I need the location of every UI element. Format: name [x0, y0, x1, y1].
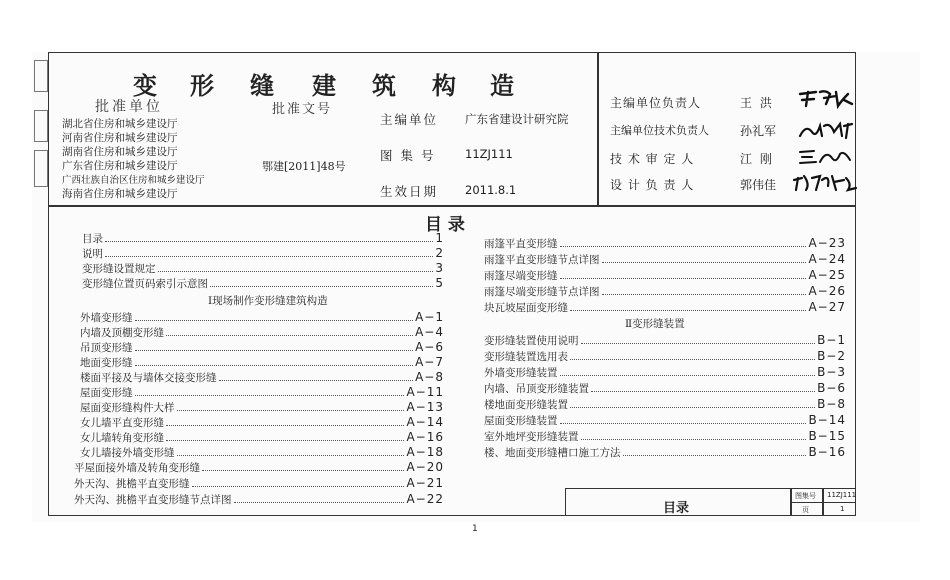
toc-entry-label: 女儿墙平直变形缝 [80, 417, 164, 429]
title-block-divider [790, 502, 856, 503]
toc-entry-page: A−20 [406, 460, 444, 474]
signature-image [796, 86, 856, 112]
toc-entry-page: A−6 [415, 340, 444, 354]
header-separator [597, 52, 599, 205]
leader-dots [560, 278, 807, 279]
atlas-number-value: 11ZJ111 [465, 147, 513, 161]
toc-entry[interactable] [74, 492, 444, 507]
title-block-page-value: 1 [840, 505, 845, 513]
toc-entry-page: A−7 [415, 355, 444, 369]
toc-entry-page: A−21 [406, 476, 444, 490]
toc-entry-label: 屋面变形缝 [80, 387, 133, 399]
toc-entry-label: 女儿墙接外墙变形缝 [80, 447, 175, 459]
toc-entry[interactable] [80, 385, 444, 400]
toc-entry[interactable] [80, 415, 444, 430]
header-divider [48, 205, 856, 207]
section-title: Ⅰ现场制作变形缝建筑构造 [208, 295, 328, 307]
section-title: Ⅱ变形缝装置 [625, 318, 685, 330]
approve-unit-label: 批准单位 [95, 99, 163, 115]
toc-entry[interactable] [74, 460, 444, 475]
toc-entry-label: 雨篷平直变形缝 [484, 238, 558, 250]
leader-dots [177, 410, 405, 411]
responsible-name: 孙礼军 [740, 124, 777, 138]
responsible-name: 郭伟佳 [740, 178, 777, 192]
responsible-name: 江 刚 [740, 152, 774, 166]
toc-entry[interactable] [82, 276, 444, 291]
toc-entry-page: B−6 [817, 381, 846, 395]
title-block-page-label: 页 [802, 506, 809, 514]
approve-unit: 海南省住房和城乡建设厅 [62, 188, 178, 200]
leader-dots [210, 286, 433, 287]
title-char: 构 [432, 72, 456, 100]
leader-dots [166, 425, 404, 426]
toc-entry-page: B−2 [817, 349, 846, 363]
toc-entry[interactable] [484, 429, 846, 444]
toc-entry-label: 平屋面接外墙及转角变形缝 [74, 462, 200, 474]
chief-editor-label: 主编单位 [380, 112, 439, 127]
leader-dots [560, 423, 807, 424]
toc-entry-label: 外墙变形缝装置 [484, 367, 558, 379]
toc-entry[interactable] [80, 325, 444, 340]
toc-heading: 目 录 [425, 215, 465, 235]
sheet-page-number: 1 [472, 524, 478, 534]
toc-entry-page: 2 [435, 246, 444, 260]
toc-entry[interactable] [484, 445, 846, 460]
toc-entry-label: 雨篷平直变形缝节点详图 [484, 254, 600, 266]
approve-unit: 河南省住房和城乡建设厅 [62, 132, 178, 144]
toc-entry-label: 雨篷尽端变形缝 [484, 270, 558, 282]
toc-entry[interactable] [80, 355, 444, 370]
leader-dots [166, 335, 413, 336]
title-char: 造 [490, 72, 514, 100]
toc-entry[interactable] [82, 246, 444, 261]
leader-dots [158, 271, 434, 272]
leader-dots [570, 359, 815, 360]
toc-entry-label: 外天沟、挑檐平直变形缝节点详图 [74, 494, 232, 506]
leader-dots [177, 455, 405, 456]
toc-entry[interactable] [80, 430, 444, 445]
leader-dots [623, 455, 807, 456]
leader-dots [570, 407, 815, 408]
title-char: 建 [312, 72, 336, 100]
leader-dots [105, 241, 433, 242]
chief-editor-value: 广东省建设计研究院 [465, 112, 569, 126]
title-block-title: 目录 [663, 501, 690, 516]
leader-dots [560, 246, 807, 247]
title-char: 筑 [372, 72, 396, 100]
atlas-number-label: 图 集 号 [380, 148, 436, 163]
toc-entry-page: A−16 [406, 430, 444, 444]
toc-entry-page: A−24 [808, 252, 846, 266]
toc-entry-page: A−14 [406, 415, 444, 429]
approve-unit: 湖南省住房和城乡建设厅 [62, 146, 178, 158]
toc-entry-page: A−18 [406, 445, 444, 459]
toc-entry[interactable] [484, 349, 846, 364]
toc-entry-page: B−1 [817, 333, 846, 347]
signature-image [796, 146, 856, 168]
effective-date-label: 生效日期 [380, 184, 439, 199]
responsible-name: 王 洪 [740, 96, 774, 110]
leader-dots [192, 486, 405, 487]
toc-entry[interactable] [484, 284, 846, 299]
responsible-role: 设 计 负 责 人 [610, 178, 695, 192]
title-block-atlas-label: 图集号 [795, 492, 816, 500]
toc-entry[interactable] [484, 413, 846, 428]
toc-entry[interactable] [82, 231, 444, 246]
toc-entry-page: A−26 [808, 284, 846, 298]
toc-entry-label: 屋面变形缝装置 [484, 415, 558, 427]
effective-date-value: 2011.8.1 [465, 183, 517, 197]
signature-image [796, 118, 856, 142]
toc-entry-page: B−16 [808, 445, 846, 459]
toc-entry-label: 室外地坪变形缝装置 [484, 431, 579, 443]
binding-mark [34, 60, 48, 92]
toc-entry[interactable] [484, 300, 846, 315]
approve-doc-label: 批准文号 [272, 102, 333, 117]
binding-mark [34, 150, 48, 187]
toc-entry[interactable] [74, 476, 444, 491]
toc-entry-label: 内墙及顶棚变形缝 [80, 327, 164, 339]
toc-entry-label: 地面变形缝 [80, 357, 133, 369]
toc-entry[interactable] [80, 400, 444, 415]
title-block-atlas-value: 11ZJ111 [827, 491, 857, 499]
toc-entry-label: 吊顶变形缝 [80, 342, 133, 354]
responsible-role: 主编单位技术负责人 [610, 124, 709, 137]
toc-entry-page: B−8 [817, 397, 846, 411]
toc-entry-label: 楼、地面变形缝槽口施工方法 [484, 447, 621, 459]
leader-dots [135, 320, 414, 321]
toc-entry-label: 雨篷尽端变形缝节点详图 [484, 286, 600, 298]
leader-dots [602, 262, 807, 263]
toc-entry-page: A−8 [415, 370, 444, 384]
toc-entry[interactable] [82, 261, 444, 276]
leader-dots [105, 256, 433, 257]
toc-entry[interactable] [80, 445, 444, 460]
toc-entry[interactable] [484, 236, 846, 251]
toc-entry-label: 变形缝装置使用说明 [484, 335, 579, 347]
responsible-role: 技 术 审 定 人 [610, 152, 695, 166]
toc-entry-label: 外天沟、挑檐平直变形缝 [74, 478, 190, 490]
approve-unit: 广西壮族自治区住房和城乡建设厅 [62, 175, 205, 186]
leader-dots [135, 395, 405, 396]
toc-entry[interactable] [484, 397, 846, 412]
toc-entry-page: 1 [435, 231, 444, 245]
toc-entry-page: 3 [435, 261, 444, 275]
leader-dots [166, 440, 404, 441]
toc-entry-page: 5 [435, 276, 444, 290]
toc-entry-page: B−3 [817, 365, 846, 379]
toc-entry-label: 块瓦坡屋面变形缝 [484, 302, 568, 314]
leader-dots [581, 343, 816, 344]
approve-unit: 广东省住房和城乡建设厅 [62, 160, 178, 172]
title-char: 形 [190, 72, 214, 100]
toc-entry[interactable] [484, 333, 846, 348]
toc-entry-label: 内墙、吊顶变形缝装置 [484, 383, 589, 395]
toc-entry-label: 屋面变形缝构件大样 [80, 402, 175, 414]
toc-entry-label: 说明 [82, 248, 103, 260]
toc-entry-label: 变形缝装置选用表 [484, 351, 568, 363]
toc-entry[interactable] [484, 268, 846, 283]
toc-entry-page: A−25 [808, 268, 846, 282]
responsible-role: 主编单位负责人 [610, 96, 702, 110]
leader-dots [234, 502, 405, 503]
leader-dots [219, 380, 414, 381]
toc-entry[interactable] [484, 365, 846, 380]
toc-entry-page: A−4 [415, 325, 444, 339]
signature-image [790, 170, 860, 194]
title-char: 变 [133, 72, 157, 100]
toc-entry-page: A−27 [808, 300, 846, 314]
toc-entry-label: 女儿墙转角变形缝 [80, 432, 164, 444]
title-char: 缝 [250, 72, 274, 100]
leader-dots [135, 350, 414, 351]
leader-dots [560, 375, 816, 376]
toc-entry[interactable] [80, 340, 444, 355]
leader-dots [602, 294, 807, 295]
binding-mark [34, 110, 48, 142]
toc-entry-page: B−15 [808, 429, 846, 443]
approve-unit: 湖北省住房和城乡建设厅 [62, 118, 178, 130]
leader-dots [202, 470, 404, 471]
toc-entry-page: A−1 [415, 310, 444, 324]
toc-entry-label: 外墙变形缝 [80, 312, 133, 324]
leader-dots [135, 365, 414, 366]
toc-entry-label: 楼面平接及与墙体交接变形缝 [80, 372, 217, 384]
toc-entry[interactable] [80, 370, 444, 385]
toc-entry[interactable] [80, 310, 444, 325]
leader-dots [581, 439, 807, 440]
toc-entry-label: 目录 [82, 233, 103, 245]
toc-entry-label: 变形缝设置规定 [82, 263, 156, 275]
toc-entry-page: A−23 [808, 236, 846, 250]
leader-dots [570, 310, 806, 311]
toc-entry[interactable] [484, 252, 846, 267]
leader-dots [591, 391, 815, 392]
toc-entry-page: A−22 [406, 492, 444, 506]
toc-entry-page: A−11 [406, 385, 444, 399]
toc-entry-page: A−13 [406, 400, 444, 414]
toc-entry[interactable] [484, 381, 846, 396]
approve-doc-number: 鄂建[2011]48号 [262, 160, 346, 173]
toc-entry-page: B−14 [808, 413, 846, 427]
toc-entry-label: 变形缝位置页码索引示意图 [82, 278, 208, 290]
toc-entry-label: 楼地面变形缝装置 [484, 399, 568, 411]
